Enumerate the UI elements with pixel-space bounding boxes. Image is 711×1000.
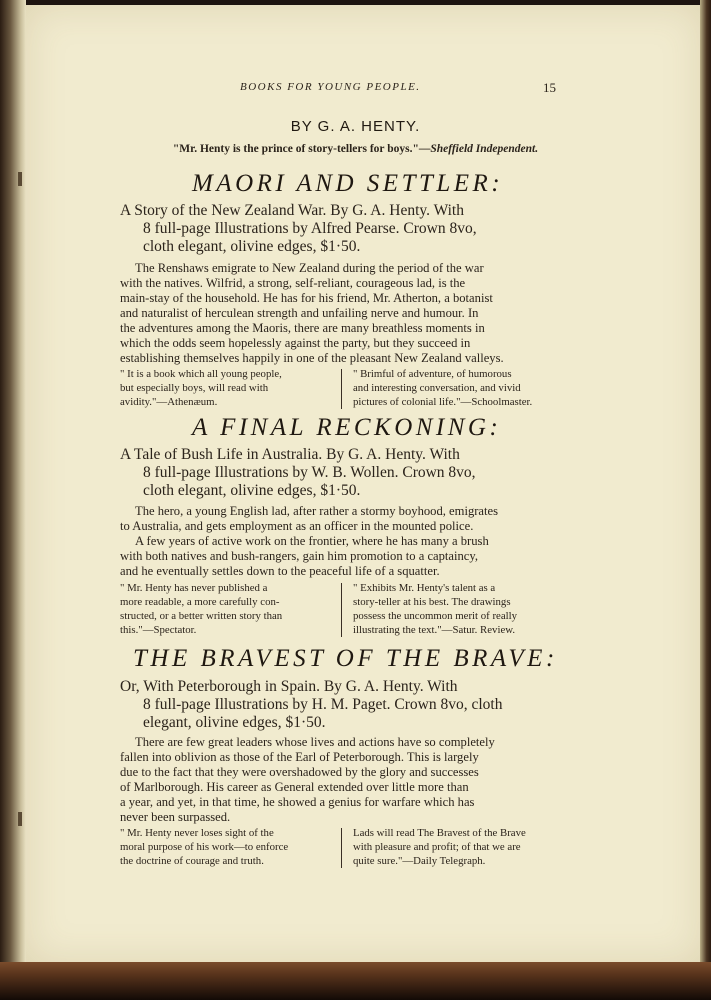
description-line: never been surpassed. bbox=[120, 810, 231, 824]
book-subtitle-line: elegant, olivine edges, $1·50. bbox=[143, 714, 326, 731]
book-subtitle-line: 8 full-page Illustrations by W. B. Wollen. Crown 8vo, bbox=[143, 464, 476, 481]
binding-mark bbox=[18, 812, 22, 826]
book-subtitle-line: cloth elegant, olivine edges, $1·50. bbox=[143, 238, 361, 255]
book-subtitle-line: cloth elegant, olivine edges, $1·50. bbox=[143, 482, 361, 499]
review-left-line: this."—Spectator. bbox=[120, 624, 197, 636]
review-left-line: " Mr. Henty has never published a bbox=[120, 582, 268, 594]
review-left-line: moral purpose of his work—to enforce bbox=[120, 841, 289, 853]
book-subtitle-line: 8 full-page Illustrations by H. M. Paget. Crown 8vo, cloth bbox=[143, 696, 503, 713]
book-subtitle-line: 8 full-page Illustrations by Alfred Pearse. Crown 8vo, bbox=[143, 220, 477, 237]
description-line: establishing themselves happily in one of the pleasant New Zealand valleys. bbox=[120, 351, 504, 365]
description-line: a year, and yet, in that time, he showed a genius for warfare which has bbox=[120, 795, 475, 809]
review-left-line: but especially boys, will read with bbox=[120, 382, 269, 394]
description-line: main-stay of the household. He has for his friend, Mr. Atherton, a botanist bbox=[120, 291, 493, 305]
review-right-line: Lads will read The Bravest of the Brave bbox=[353, 827, 526, 839]
review-right-line: pictures of colonial life."—Schoolmaster. bbox=[353, 396, 533, 408]
description-line: with both natives and bush-rangers, gain him promotion to a captaincy, bbox=[120, 549, 479, 563]
description-line: The Renshaws emigrate to New Zealand during the period of the war bbox=[135, 261, 484, 275]
review-right-line: story-teller at his best. The drawings bbox=[353, 596, 511, 608]
book-subtitle-line: A Tale of Bush Life in Australia. By G. A. Henty. With bbox=[120, 446, 460, 463]
review-right-line: quite sure."—Daily Telegraph. bbox=[353, 855, 486, 867]
review-right-line: and interesting conversation, and vivid bbox=[353, 382, 521, 394]
review-left-line: the doctrine of courage and truth. bbox=[120, 855, 264, 867]
author-heading: BY G. A. HENTY. bbox=[290, 118, 421, 135]
book-cover-edge bbox=[0, 962, 711, 1000]
description-line: with the natives. Wilfrid, a strong, self-reliant, courageous lad, is the bbox=[120, 276, 466, 290]
description-line: There are few great leaders whose lives and actions have so completely bbox=[135, 735, 495, 749]
description-line: fallen into oblivion as those of the Earl of Peterborough. This is largely bbox=[120, 750, 479, 764]
review-left-line: " Mr. Henty never loses sight of the bbox=[120, 827, 274, 839]
review-right-line: illustrating the text."—Satur. Review. bbox=[353, 624, 516, 636]
motto-quote: "Mr. Henty is the prince of story-tellers for boys."— bbox=[172, 143, 431, 155]
binding-mark bbox=[18, 172, 22, 186]
description-line: which the odds seem hopelessly against the party, but they succeed in bbox=[120, 336, 471, 350]
description-line: and naturalist of herculean strength and unfailing nerve and humour. In bbox=[120, 306, 479, 320]
description-line: the adventures among the Maoris, there are many breathless moments in bbox=[120, 321, 485, 335]
book-subtitle-line: Or, With Peterborough in Spain. By G. A. Henty. With bbox=[120, 678, 458, 695]
column-rule bbox=[341, 828, 342, 868]
running-header: BOOKS FOR YOUNG PEOPLE. bbox=[240, 81, 421, 93]
book-title: A FINAL RECKONING: bbox=[192, 414, 502, 441]
review-left-line: " It is a book which all young people, bbox=[120, 368, 282, 380]
description-line: to Australia, and gets employment as an officer in the mounted police. bbox=[120, 519, 474, 533]
review-right-line: " Exhibits Mr. Henty's talent as a bbox=[353, 582, 496, 594]
book-subtitle-line: A Story of the New Zealand War. By G. A. Henty. With bbox=[120, 202, 464, 219]
column-rule bbox=[341, 583, 342, 637]
review-left-line: more readable, a more carefully con- bbox=[120, 596, 280, 608]
motto-source: Sheffield Independent. bbox=[430, 143, 539, 155]
description-line: due to the fact that they were overshadowed by the glory and successes bbox=[120, 765, 479, 779]
author-motto bbox=[0, 143, 711, 155]
description-line: of Marlborough. His career as General extended over little more than bbox=[120, 780, 469, 794]
description-line: and he eventually settles down to the peaceful life of a squatter. bbox=[120, 564, 440, 578]
description-line: A few years of active work on the frontier, where he has many a brush bbox=[135, 534, 489, 548]
review-right-line: " Brimful of adventure, of humorous bbox=[353, 368, 512, 380]
review-left-line: structed, or a better written story than bbox=[120, 610, 283, 622]
book-title: THE BRAVEST OF THE BRAVE: bbox=[133, 645, 558, 672]
review-right-line: possess the uncommon merit of really bbox=[353, 610, 518, 622]
page-number: 15 bbox=[543, 80, 556, 95]
description-line: The hero, a young English lad, after rather a stormy boyhood, emigrates bbox=[135, 504, 499, 518]
review-left-line: avidity."—Athenæum. bbox=[120, 396, 218, 408]
column-rule bbox=[341, 369, 342, 409]
review-right-line: with pleasure and profit; of that we are bbox=[353, 841, 521, 853]
book-title: MAORI AND SETTLER: bbox=[192, 170, 504, 197]
